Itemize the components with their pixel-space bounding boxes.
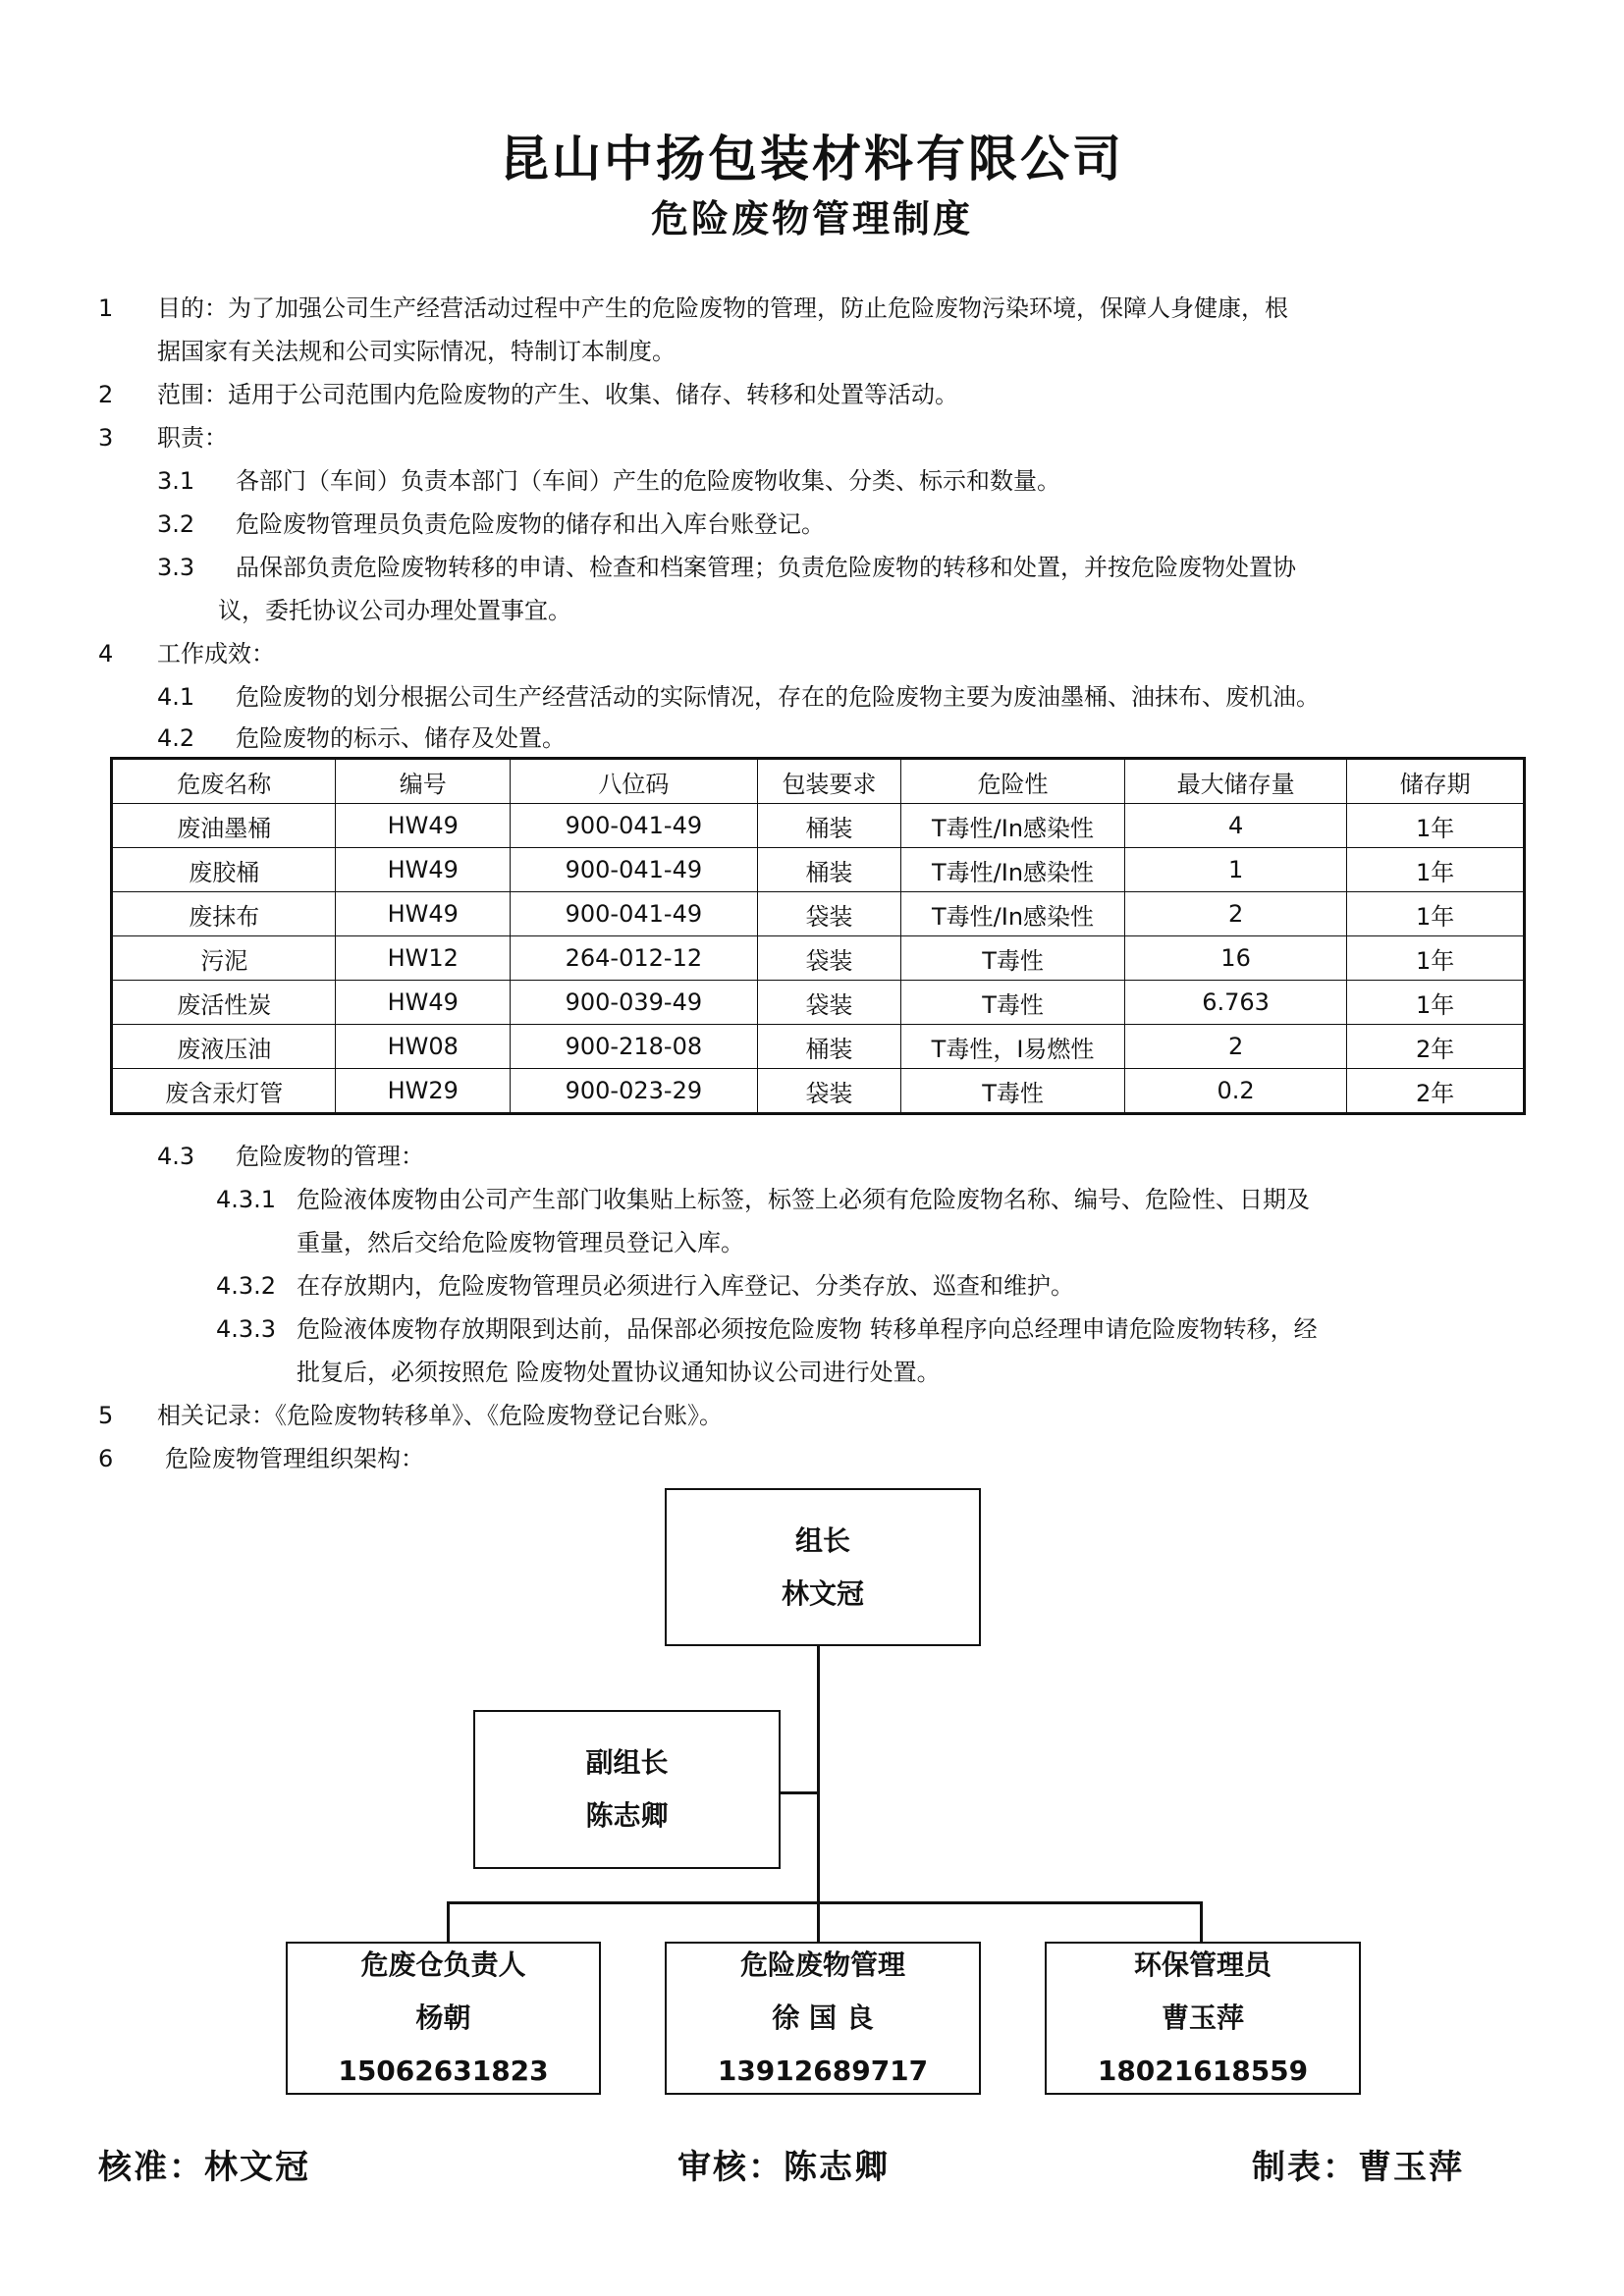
section-3-2-text: 危险废物管理员负责危险废物的储存和出入库台账登记。: [236, 510, 825, 538]
table-row: [112, 981, 1525, 1025]
hazardous-waste-table: [110, 757, 1526, 1115]
table-cell: 0.2: [1124, 1069, 1347, 1114]
table-cell: T毒性: [901, 1069, 1125, 1114]
table-cell: 6.763: [1124, 981, 1347, 1025]
company-title: 昆山中扬包装材料有限公司: [500, 131, 1124, 187]
section-4-3-3-text-line1: 危险液体废物存放期限到达前，品保部必须按危险废物 转移单程序向总经理申请危险废物转移，经: [297, 1315, 1318, 1343]
org-name: 林文冠: [781, 1576, 864, 1610]
section-3-3-text-line1: 品保部负责危险废物转移的申请、检查和档案管理；负责危险废物的转移和处置，并按危险废物处置协: [236, 554, 1296, 581]
document-title: 危险废物管理制度: [650, 197, 973, 240]
section-4-3-3-text-line2: 批复后，必须按照危 险废物处置协议通知协议公司进行处置。: [297, 1359, 941, 1386]
section-4-1-number: 4.1: [157, 683, 195, 711]
table-cell: HW08: [336, 1025, 511, 1069]
section-4-number: 4: [98, 640, 114, 667]
table-cell: 废胶桶: [112, 848, 336, 892]
table-cell: 900-218-08: [511, 1025, 757, 1069]
section-3-number: 3: [98, 424, 114, 452]
table-cell: T毒性: [901, 936, 1125, 981]
table-cell: 废油墨桶: [112, 804, 336, 848]
table-cell: 2年: [1347, 1025, 1525, 1069]
org-role: 危废仓负责人: [360, 1949, 526, 1981]
table-cell: 桶装: [757, 804, 901, 848]
table-cell: 袋装: [757, 1069, 901, 1114]
section-1-text-line1: 目的：为了加强公司生产经营活动过程中产生的危险废物的管理，防止危险废物污染环境，保障人身健康，根: [157, 294, 1288, 322]
section-4-3-2-number: 4.3.2: [216, 1272, 277, 1300]
section-4-2-text: 危险废物的标示、储存及处置。: [236, 724, 566, 752]
section-5-text: 相关记录：《危险废物转移单》、《危险废物登记台账》。: [157, 1402, 723, 1429]
table-cell: 1年: [1347, 892, 1525, 936]
table-cell: 1年: [1347, 804, 1525, 848]
table-cell: 1年: [1347, 936, 1525, 981]
section-4-1-text: 危险废物的划分根据公司生产经营活动的实际情况，存在的危险废物主要为废油墨桶、油抹布、废机油。: [236, 683, 1320, 711]
section-1-text-line2: 据国家有关法规和公司实际情况，特制订本制度。: [157, 338, 676, 365]
approver-signature: 核准：林文冠: [98, 2148, 310, 2187]
table-cell: 污泥: [112, 936, 336, 981]
table-cell: 废液压油: [112, 1025, 336, 1069]
section-4-3-text: 危险废物的管理：: [236, 1143, 424, 1170]
table-row: [112, 804, 1525, 848]
connector-line: [780, 1791, 819, 1794]
table-cell: 16: [1124, 936, 1347, 981]
org-name: 杨朝: [415, 2002, 471, 2034]
table-cell: 桶装: [757, 848, 901, 892]
column-header: 八位码: [511, 759, 757, 804]
table-cell: 1: [1124, 848, 1347, 892]
column-header: 编号: [336, 759, 511, 804]
org-role: 危险废物管理: [739, 1949, 905, 1981]
table-row: [112, 936, 1525, 981]
column-header: 储存期: [1347, 759, 1525, 804]
section-6-number: 6: [98, 1445, 114, 1472]
section-5-number: 5: [98, 1402, 114, 1429]
table-cell: 900-041-49: [511, 848, 757, 892]
table-cell: T毒性，I易燃性: [901, 1025, 1125, 1069]
table-cell: 废含汞灯管: [112, 1069, 336, 1114]
table-cell: 900-041-49: [511, 804, 757, 848]
table-cell: HW49: [336, 981, 511, 1025]
section-4-3-1-text-line2: 重量，然后交给危险废物管理员登记入库。: [297, 1229, 744, 1256]
section-1-number: 1: [98, 294, 114, 322]
table-cell: 900-041-49: [511, 892, 757, 936]
table-row: [112, 1069, 1525, 1114]
table-cell: HW49: [336, 892, 511, 936]
org-box-member: [665, 1942, 981, 2095]
org-box-member: [286, 1942, 601, 2095]
table-cell: HW49: [336, 804, 511, 848]
table-header-row: [112, 759, 1525, 804]
column-header: 危废名称: [112, 759, 336, 804]
column-header: 最大储存量: [1124, 759, 1347, 804]
section-2-text: 范围：适用于公司范围内危险废物的产生、收集、储存、转移和处置等活动。: [157, 381, 958, 408]
section-3-3-number: 3.3: [157, 554, 195, 581]
section-3-1-text: 各部门（车间）负责本部门（车间）产生的危险废物收集、分类、标示和数量。: [236, 467, 1060, 495]
org-name: 陈志卿: [585, 1799, 669, 1832]
table-cell: 264-012-12: [511, 936, 757, 981]
preparer-signature: 制表：曹玉萍: [1252, 2148, 1464, 2187]
org-box-leader: [665, 1488, 981, 1646]
table-cell: T毒性/In感染性: [901, 804, 1125, 848]
table-cell: T毒性: [901, 981, 1125, 1025]
table-cell: T毒性/In感染性: [901, 848, 1125, 892]
table-cell: 900-023-29: [511, 1069, 757, 1114]
reviewer-signature: 审核：陈志卿: [677, 2148, 890, 2187]
org-role: 组长: [794, 1523, 850, 1557]
section-4-2-number: 4.2: [157, 724, 195, 752]
table-cell: HW12: [336, 936, 511, 981]
table-cell: HW29: [336, 1069, 511, 1114]
table-cell: 袋装: [757, 936, 901, 981]
table-cell: HW49: [336, 848, 511, 892]
org-phone: 18021618559: [1097, 2055, 1309, 2087]
section-3-2-number: 3.2: [157, 510, 195, 538]
section-3-text: 职责：: [157, 424, 228, 452]
table-cell: 1年: [1347, 981, 1525, 1025]
org-phone: 15062631823: [338, 2055, 549, 2087]
org-role: 环保管理员: [1133, 1949, 1272, 1981]
org-name: 徐 国 良: [772, 2002, 874, 2034]
table-row: [112, 848, 1525, 892]
section-4-3-2-text: 在存放期内，危险废物管理员必须进行入库登记、分类存放、巡查和维护。: [297, 1272, 1074, 1300]
table-cell: 1年: [1347, 848, 1525, 892]
section-4-3-1-number: 4.3.1: [216, 1186, 277, 1213]
table-cell: 900-039-49: [511, 981, 757, 1025]
table-cell: 桶装: [757, 1025, 901, 1069]
table-row: [112, 892, 1525, 936]
table-cell: 2年: [1347, 1069, 1525, 1114]
org-phone: 13912689717: [717, 2055, 929, 2087]
section-3-3-text-line2: 议，委托协议公司办理处置事宜。: [218, 597, 571, 624]
section-4-text: 工作成效：: [157, 640, 275, 667]
table-cell: 袋装: [757, 981, 901, 1025]
section-3-1-number: 3.1: [157, 467, 195, 495]
table-row: [112, 1025, 1525, 1069]
column-header: 危险性: [901, 759, 1125, 804]
table-cell: 废抹布: [112, 892, 336, 936]
section-4-3-3-number: 4.3.3: [216, 1315, 277, 1343]
org-name: 曹玉萍: [1161, 2002, 1244, 2034]
table-cell: 2: [1124, 892, 1347, 936]
org-role: 副组长: [585, 1746, 669, 1779]
table-cell: 4: [1124, 804, 1347, 848]
connector-line: [817, 1645, 820, 1915]
org-box-deputy: [473, 1710, 781, 1869]
table-cell: 袋装: [757, 892, 901, 936]
table-cell: T毒性/In感染性: [901, 892, 1125, 936]
table-cell: 2: [1124, 1025, 1347, 1069]
section-2-number: 2: [98, 381, 114, 408]
section-6-text: 危险废物管理组织架构：: [165, 1445, 424, 1472]
column-header: 包装要求: [757, 759, 901, 804]
section-4-3-1-text-line1: 危险液体废物由公司产生部门收集贴上标签，标签上必须有危险废物名称、编号、危险性、日期及: [297, 1186, 1310, 1213]
section-4-3-number: 4.3: [157, 1143, 195, 1170]
table-cell: 废活性炭: [112, 981, 336, 1025]
connector-line: [447, 1901, 1203, 1904]
org-box-member: [1045, 1942, 1361, 2095]
